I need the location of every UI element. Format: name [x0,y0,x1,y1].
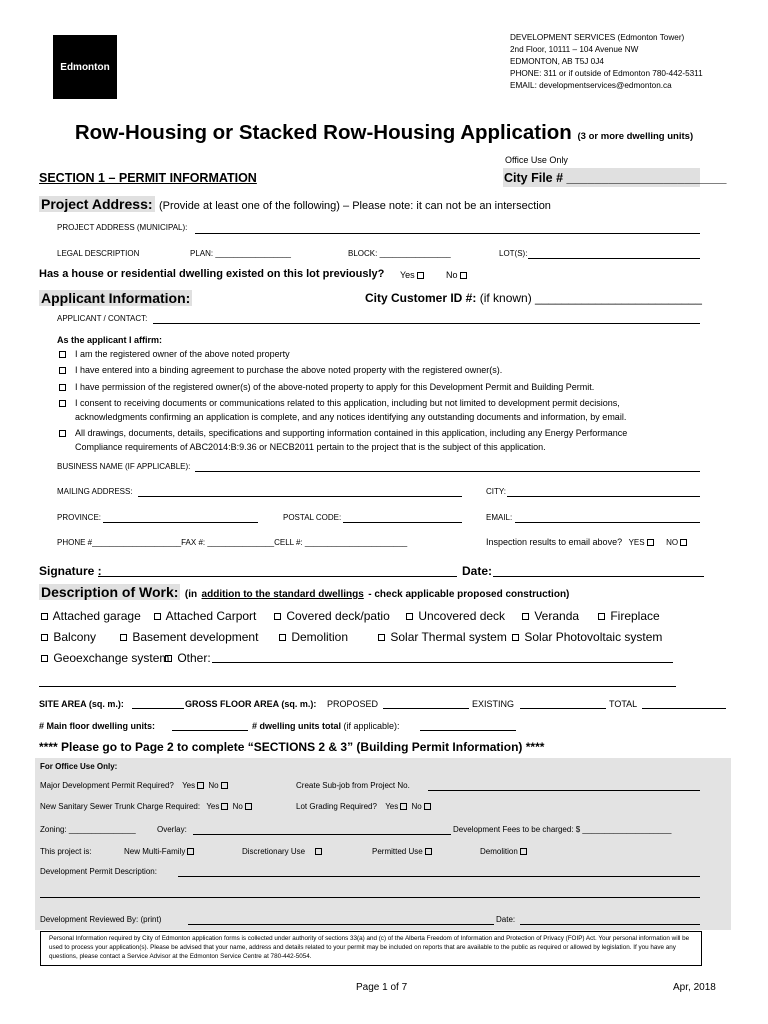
reviewed-by-label: Development Reviewed By: (print) [40,915,162,924]
gfa-total-label: TOTAL [609,699,638,709]
page2-notice: **** Please go to Page 2 to complete “SECTIONS 2 & 3” (Building Permit Information) **** [39,740,545,754]
work-balcony[interactable]: Balcony [39,630,96,644]
gfa-proposed-label: PROPOSED [327,699,379,709]
postal-code-label: POSTAL CODE: [283,513,342,522]
signature-date-input[interactable] [493,576,704,577]
block-field[interactable]: BLOCK: ________________ [348,249,451,258]
address-line-5: EMAIL: developmentservices@edmonton.ca [510,81,672,90]
checkbox-icon[interactable] [59,400,66,407]
checkbox-icon[interactable] [520,848,527,855]
discretionary-use-option[interactable]: Discretionary Use [242,847,324,856]
work-fireplace[interactable]: Fireplace [596,609,660,623]
main-floor-units-label: # Main floor dwelling units: [39,721,155,731]
affirm-checkbox-4[interactable] [57,398,68,408]
affirmation-4a: I consent to receiving documents or communications related to this application, including but not limited to development permit decisions, [75,398,620,408]
total-units-label-row [252,721,400,731]
address-line-1: DEVELOPMENT SERVICES (Edmonton Tower) [510,33,685,42]
project-address-heading: Project Address: [41,196,153,212]
city-file-field[interactable]: City File # _______________________ [504,171,727,185]
city-input[interactable] [507,496,700,497]
checkbox-icon[interactable] [187,848,194,855]
lot-input[interactable] [528,258,700,259]
checkbox-icon[interactable] [598,613,605,620]
address-line-2: 2nd Floor, 10111 – 104 Avenue NW [510,45,639,54]
major-dp-row [40,781,230,790]
checkbox-icon[interactable] [315,848,322,855]
edmonton-logo: Edmonton [53,35,117,99]
lot-grading-no[interactable]: No [411,802,432,811]
page-number: Page 1 of 7 [356,982,408,993]
major-dp-no[interactable]: No [208,781,229,790]
work-veranda[interactable]: Veranda [520,609,579,623]
affirmation-1: I am the registered owner of the above noted property [75,349,290,359]
gfa-existing-label: EXISTING [472,699,515,709]
checkbox-icon[interactable] [41,634,48,641]
affirmation-4b: acknowledgments confirming an application is complete, and any notices identifying any outstanding documents and information, by email. [75,412,627,422]
form-title-main: Row-Housing or Stacked Row-Housing Application [74,121,572,144]
form-title [0,121,768,145]
new-multi-family-option[interactable]: New Multi-Family [124,847,196,856]
work-attached-garage[interactable]: Attached garage [39,609,141,623]
affirm-checkbox-2[interactable] [57,365,68,375]
checkbox-icon[interactable] [197,782,204,789]
checkbox-icon[interactable] [400,803,407,810]
gfa-total-input[interactable] [642,708,726,709]
work-other[interactable]: Other: [163,651,211,665]
checkbox-icon[interactable] [647,539,654,546]
inspection-email-row [486,537,689,547]
work-geoexchange[interactable]: Geoexchange system [39,651,169,665]
email-input[interactable] [515,522,700,523]
checkbox-icon[interactable] [424,803,431,810]
affirm-label: As the applicant I affirm: [57,335,163,345]
work-uncovered-deck[interactable]: Uncovered deck [404,609,505,623]
province-input[interactable] [103,522,258,523]
total-units-label: # dwelling units total [252,721,342,731]
project-address-row [39,196,551,214]
work-basement-development[interactable]: Basement development [118,630,258,644]
checkbox-icon[interactable] [460,272,467,279]
applicant-contact-input[interactable] [153,323,700,324]
business-name-label: BUSINESS NAME (IF APPLICABLE): [57,462,191,471]
mailing-address-input[interactable] [138,496,462,497]
address-line-3: EDMONTON, AB T5J 0J4 [510,57,604,66]
zoning-field[interactable]: Zoning: _______________ [40,825,136,834]
description-heading: Description of Work: [41,584,179,600]
plan-field[interactable]: PLAN: _________________ [190,249,291,258]
sanitary-yes[interactable]: Yes [206,802,230,811]
checkbox-icon[interactable] [512,634,519,641]
checkbox-icon[interactable] [59,367,66,374]
checkbox-icon[interactable] [41,655,48,662]
checkbox-icon[interactable] [59,384,66,391]
previous-dwelling-no[interactable]: No [446,270,469,280]
gfa-existing-input[interactable] [520,708,606,709]
total-units-input[interactable] [420,730,516,731]
description-note-underlined: addition to the standard dwellings [201,589,364,600]
address-line-4: PHONE: 311 or if outside of Edmonton 780-442-5311 [510,69,703,78]
sanitary-no[interactable]: No [233,802,254,811]
checkbox-icon[interactable] [274,613,281,620]
reviewed-by-input[interactable] [188,924,494,925]
affirmation-5a: All drawings, documents, details, specifications and supporting information contained in this application, including any Energy Performance [75,428,628,438]
site-area-label: SITE AREA (sq. m.): [39,699,124,709]
previous-dwelling-question: Has a house or residential dwelling existed on this lot previously? [39,268,385,280]
office-use-only-label: Office Use Only [505,155,568,165]
reviewed-date-input[interactable] [520,924,700,925]
description-heading-row [39,584,569,602]
work-other-input-line2[interactable] [39,686,676,687]
inspection-email-question: Inspection results to email above? [486,537,623,547]
checkbox-icon[interactable] [378,634,385,641]
major-dp-label: Major Development Permit Required? [40,781,174,790]
affirm-checkbox-1[interactable] [57,349,68,359]
privacy-notice: Personal Information required by City of Edmonton application forms is collected under authority of sections 33(a) and (c) of the Alberta Freedom of Information and Protection of Privacy (FOIP) Act. Your personal information will be used to process your application(s). Please be advised that your name, address and details related to your permit may be included on reports that are available to the public as required or allowed by legislation. If you have any questions, please contact a Service Advisor at the Edmonton Service Centre at 780-442-5054. [40,931,702,966]
checkbox-icon[interactable] [417,272,424,279]
work-other-input[interactable] [212,662,673,663]
work-solar-photovoltaic[interactable]: Solar Photovoltaic system [510,630,662,644]
main-floor-units-input[interactable] [172,730,248,731]
create-subjob-label: Create Sub-job from Project No. [296,781,410,790]
affirm-checkbox-5[interactable] [57,428,68,438]
checkbox-icon[interactable] [221,782,228,789]
mailing-address-label: MAILING ADDRESS: [57,487,133,496]
postal-code-input[interactable] [343,522,462,523]
overlay-input[interactable] [193,834,451,835]
signature-input[interactable] [98,576,457,577]
email-label: EMAIL: [486,513,513,522]
dp-description-input-line2[interactable] [40,897,700,898]
sanitary-label: New Sanitary Sewer Trunk Charge Required: [40,802,201,811]
checkbox-icon[interactable] [279,634,286,641]
phone-fax-cell-field[interactable]: PHONE #____________________FAX #: _______________CELL #: _______________________ [57,538,408,547]
applicant-heading: Applicant Information: [41,290,191,306]
work-demolition[interactable]: Demolition [277,630,348,644]
overlay-label: Overlay: [157,825,187,834]
lot-label: LOT(S): [499,249,528,258]
demolition-option[interactable]: Demolition [480,847,529,856]
checkbox-icon[interactable] [41,613,48,620]
gfa-label: GROSS FLOOR AREA (sq. m.): [185,699,317,709]
permitted-use-option[interactable]: Permitted Use [372,847,434,856]
checkbox-icon[interactable] [120,634,127,641]
gfa-proposed-input[interactable] [383,708,469,709]
sanitary-row [40,802,254,811]
inspection-no[interactable]: NO [666,538,689,547]
customer-id-field[interactable]: City Customer ID #: (if known) _________________________ [365,291,702,305]
checkbox-icon[interactable] [59,430,66,437]
site-area-input[interactable] [132,708,184,709]
checkbox-icon[interactable] [425,848,432,855]
lot-grading-yes[interactable]: Yes [385,802,409,811]
create-subjob-input[interactable] [428,790,700,791]
legal-description-label: LEGAL DESCRIPTION [57,249,140,258]
revision-date: Apr, 2018 [673,982,716,993]
description-note-prefix: (in [184,589,198,600]
total-units-note: (if applicable): [343,721,400,731]
business-name-input[interactable] [195,471,700,472]
date-label: Date: [462,564,493,578]
applicant-heading-row [39,290,192,308]
affirm-checkbox-3[interactable] [57,382,68,392]
checkbox-icon[interactable] [680,539,687,546]
work-covered-deck[interactable]: Covered deck/patio [272,609,390,623]
checkbox-icon[interactable] [165,655,172,662]
office-address [510,32,703,92]
municipal-address-input[interactable] [195,233,700,234]
inspection-yes[interactable]: YES [629,538,656,547]
checkbox-icon[interactable] [245,803,252,810]
description-note-suffix: - check applicable proposed construction) [368,589,570,600]
project-address-note: (Provide at least one of the following) – Please note: it can not be an intersection [158,200,551,212]
reviewed-date-label: Date: [496,915,516,924]
dp-description-input[interactable] [178,876,700,877]
work-solar-thermal[interactable]: Solar Thermal system [376,630,507,644]
project-is-label: This project is: [40,847,92,856]
affirmation-2: I have entered into a binding agreement to purchase the above noted property with the registered owner(s). [75,365,503,375]
province-label: PROVINCE: [57,513,102,522]
work-attached-carport[interactable]: Attached Carport [152,609,256,623]
dp-description-label: Development Permit Description: [40,867,157,876]
affirmation-5b: Compliance requirements of ABC2014:B:9.36 or NECB2011 pertain to the project that is the subject of this application. [75,442,546,452]
checkbox-icon[interactable] [59,351,66,358]
section1-heading: SECTION 1 – PERMIT INFORMATION [39,171,257,185]
checkbox-icon[interactable] [522,613,529,620]
major-dp-yes[interactable]: Yes [182,781,206,790]
checkbox-icon[interactable] [154,613,161,620]
affirmation-3: I have permission of the registered owner(s) of the above-noted property to apply for this Development Permit and Building Permit. [75,382,595,392]
city-label: CITY: [486,487,507,496]
municipal-address-label: PROJECT ADDRESS (MUNICIPAL): [57,223,188,232]
lot-grading-label: Lot Grading Required? [296,802,377,811]
applicant-contact-label: APPLICANT / CONTACT: [57,314,148,323]
signature-label: Signature : [39,564,102,578]
office-use-heading: For Office Use Only: [40,762,118,771]
checkbox-icon[interactable] [406,613,413,620]
form-title-note: (3 or more dwelling units) [577,131,694,142]
lot-grading-row [296,802,433,811]
previous-dwelling-yes[interactable]: Yes [400,270,426,280]
development-fees-field[interactable]: Development Fees to be charged: $ ____________________ [453,825,672,834]
checkbox-icon[interactable] [221,803,228,810]
